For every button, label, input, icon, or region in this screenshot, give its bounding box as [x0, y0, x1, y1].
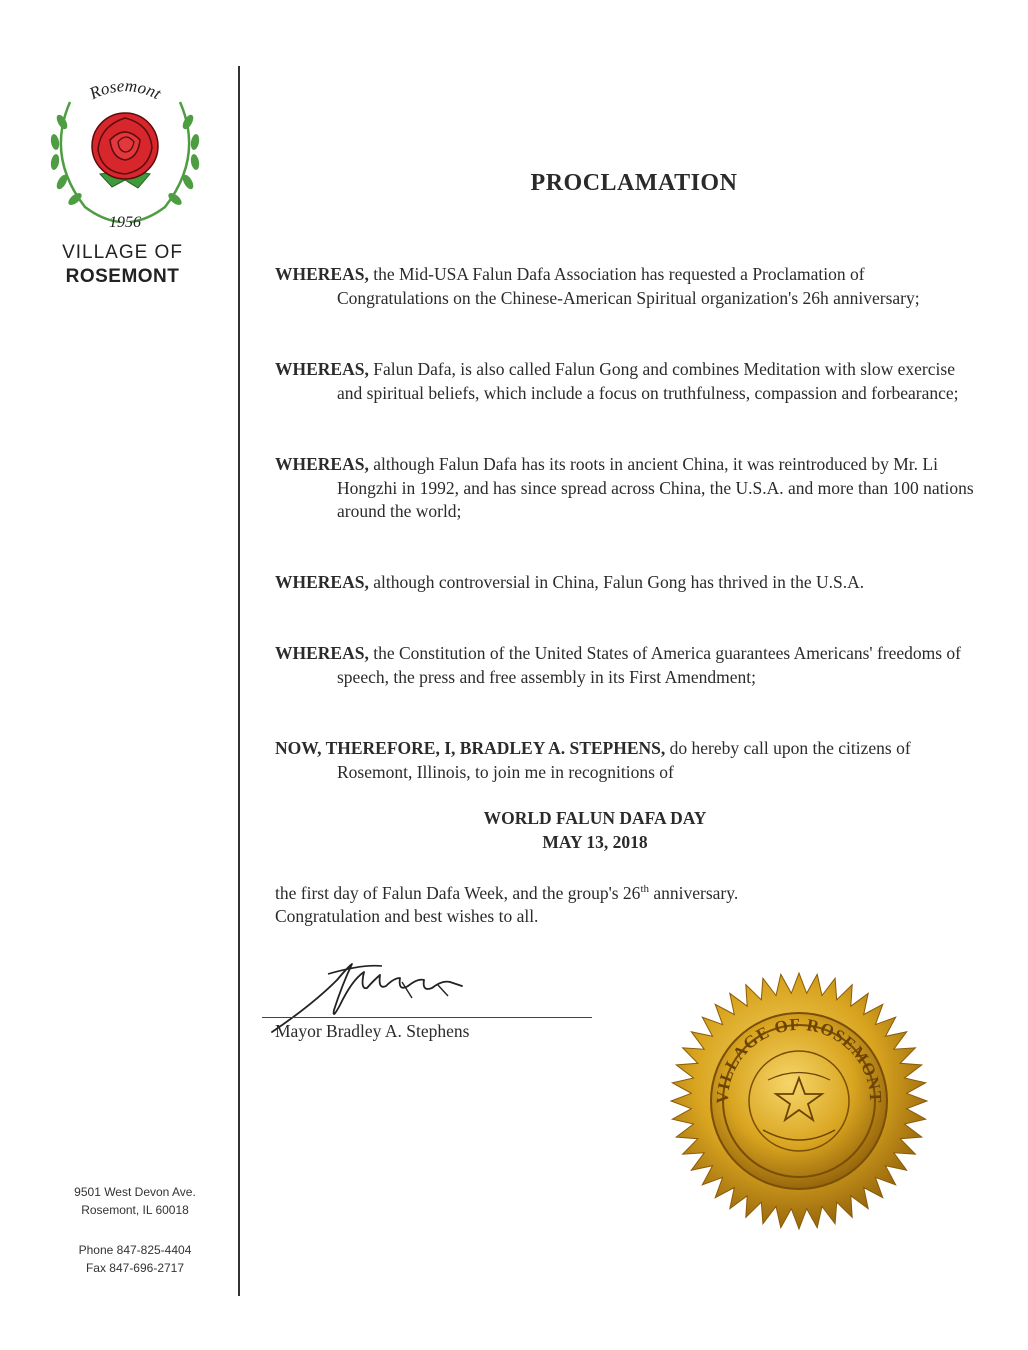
whereas-paragraph-1: WHEREAS, the Mid-USA Falun Dafa Association has requested a Proclamation of Congratulations on the Chinese-American Spiritual organization's 26h anniversary; [275, 264, 920, 308]
divider-line [238, 66, 240, 1296]
address-fax: Fax 847-696-2717 [85, 1261, 185, 1275]
gold-seal-icon [668, 970, 930, 1232]
address-city: Rosemont, IL 60018 [81, 1203, 189, 1217]
address-street: 9501 West Devon Ave. [74, 1185, 196, 1199]
whereas-paragraph-5: WHEREAS, the Constitution of the United States of America guarantees Americans' freedoms of speech, the press and free assembly in its First Amendment; [275, 643, 962, 687]
event-date: MAY 13, 2018 [542, 832, 648, 852]
mayor-name: Mayor Bradley A. Stephens [275, 1021, 470, 1041]
logo-year: 1956 [109, 214, 141, 231]
whereas-paragraph-3: WHEREAS, although Falun Dafa has its roots in ancient China, it was reintroduced by Mr. Li Hongzhi in 1992, and has since spread across China, the U.S.A. and more than 100 nations around the world; [275, 454, 974, 521]
logo-arc-text: Rosemont [86, 76, 165, 104]
village-logo-icon [40, 62, 210, 242]
closing-paragraph: the first day of Falun Dafa Week, and the group's 26th anniversary. Congratulation and best wishes to all. [275, 882, 739, 927]
signature-line [262, 1017, 592, 1018]
event-name: WORLD FALUN DAFA DAY [483, 808, 707, 828]
page-title: PROCLAMATION [530, 170, 738, 196]
seal-text: VILLAGE OF ROSEMONT [712, 1014, 886, 1105]
village-name: ROSEMONT [65, 266, 180, 287]
village-of-label: VILLAGE OF [62, 242, 183, 263]
therefore-paragraph: NOW, THEREFORE, I, BRADLEY A. STEPHENS, do hereby call upon the citizens of Rosemont, Illinois, to join me in recognitions of [275, 738, 911, 782]
whereas-paragraph-2: WHEREAS, Falun Dafa, is also called Falun Gong and combines Meditation with slow exercise and spiritual beliefs, which include a focus on truthfulness, compassion and forbearance; [275, 359, 959, 403]
address-phone: Phone 847-825-4404 [78, 1243, 192, 1257]
whereas-paragraph-4: WHEREAS, although controversial in China, Falun Gong has thrived in the U.S.A. [275, 572, 865, 592]
